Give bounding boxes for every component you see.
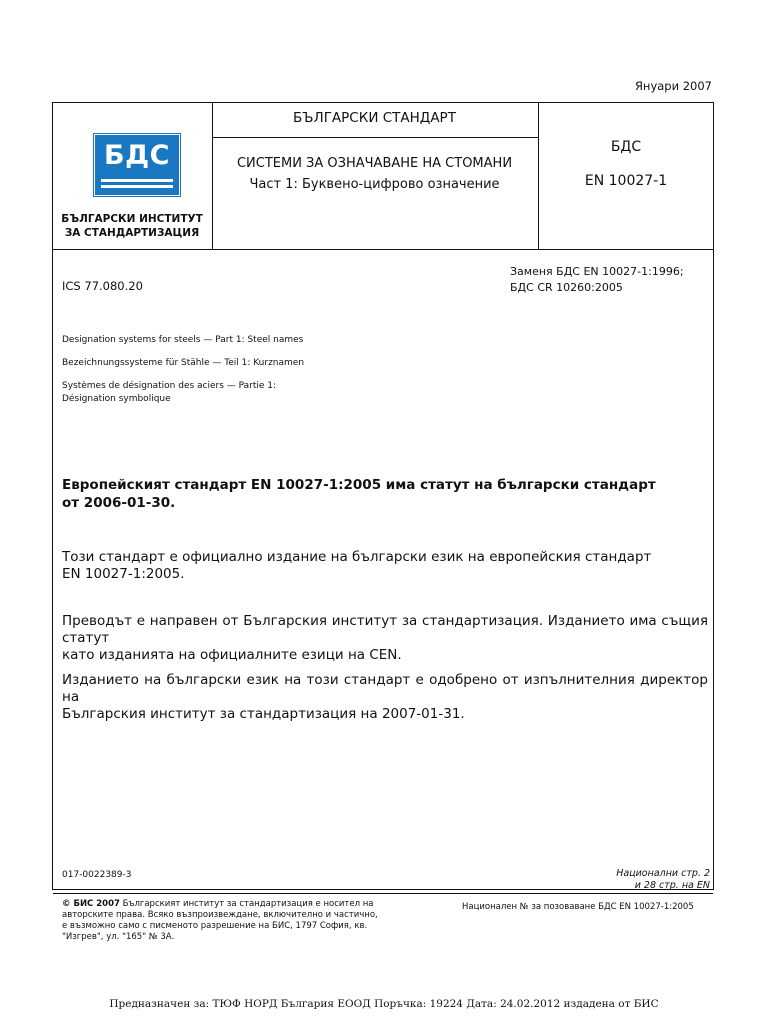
- standard-subtitle: Част 1: Буквено-цифрово означение: [249, 177, 500, 192]
- statut-line1: Европейският стандарт EN 10027-1:2005 има статут на български стандарт: [62, 477, 656, 493]
- bds-logo: [94, 134, 180, 196]
- divider-header-bottom: [53, 249, 713, 250]
- logo-stripe: [101, 185, 173, 188]
- standard-heading: БЪЛГАРСКИ СТАНДАРТ: [293, 110, 456, 126]
- standard-code: EN 10027-1: [584, 173, 668, 189]
- title-french: [62, 380, 276, 406]
- replaces-line2: БДС CR 10260:2005: [510, 281, 623, 294]
- paragraph-approval: [62, 672, 708, 723]
- paragraph-line: Преводът е направен от Българския институт за стандартизация. Изданието има същия статут: [62, 613, 708, 646]
- institute-line2: ЗА СТАНДАРТИЗАЦИЯ: [64, 227, 200, 239]
- replaces-note: [510, 264, 684, 296]
- divider-heading: [212, 137, 538, 138]
- logo-stripe: [101, 179, 173, 182]
- institute-name: [56, 212, 208, 240]
- title-french-line2: Désignation symbolique: [62, 394, 171, 404]
- copyright-line: е възможно само с писменото разрешение на БИС, 1797 София, кв.: [62, 921, 368, 931]
- page-count-en: и 28 стр. на EN: [634, 880, 710, 891]
- copyright-notice: [62, 899, 398, 943]
- paragraph-official-edition: [62, 549, 708, 583]
- paragraph-line: Този стандарт е официално издание на български език на европейския стандарт: [62, 549, 652, 565]
- paragraph-line: Българския институт за стандартизация на 2007-01-31.: [62, 706, 465, 722]
- copyright-line: Българският институт за стандартизация е носител на: [119, 899, 374, 909]
- license-footer: Предназначен за: ТЮФ НОРД България ЕООД Поръчка: 19224 Дата: 24.02.2012 издадена от БИС: [109, 998, 659, 1010]
- issue-date: Януари 2007: [634, 79, 712, 93]
- paragraph-translation: [62, 613, 708, 664]
- copyright-mark: © БИС 2007: [62, 899, 120, 909]
- document-number: 017-0022389-3: [62, 870, 132, 880]
- copyright-line: авторските права. Всяко възпроизвеждане, включително и частично,: [62, 910, 378, 920]
- title-english: Designation systems for steels — Part 1: Steel names: [62, 335, 304, 345]
- paragraph-line: като изданията на официалните езици на CEN.: [62, 647, 402, 663]
- statut-line2: от 2006-01-30.: [62, 495, 176, 511]
- paragraph-line: Изданието на български език на този стандарт е одобрено от изпълнителния директор на: [62, 672, 708, 705]
- logo-text: БДС: [104, 140, 170, 171]
- paragraph-line: EN 10027-1:2005.: [62, 566, 185, 582]
- copyright-line: "Изгрев", ул. "165" № 3А.: [62, 932, 175, 942]
- title-french-line1: Systèmes de désignation des aciers — Partie 1:: [62, 381, 277, 391]
- institute-line1: БЪЛГАРСКИ ИНСТИТУТ: [61, 213, 203, 225]
- title-german: Bezeichnungssysteme für Stähle — Teil 1: Kurznamen: [62, 358, 305, 368]
- page-count: [560, 868, 710, 892]
- statut-statement: [62, 476, 702, 512]
- standard-title: СИСТЕМИ ЗА ОЗНАЧАВАНЕ НА СТОМАНИ: [236, 156, 513, 171]
- divider-frame-bottom: [53, 893, 713, 894]
- replaces-line1: Заменя БДС EN 10027-1:1996;: [510, 265, 684, 278]
- national-reference-number: Национален № за позоваване БДС EN 10027-1:2005: [462, 902, 694, 912]
- standard-code-prefix: БДС: [610, 139, 642, 155]
- page-count-national: Национални стр. 2: [616, 868, 710, 879]
- ics-code: ICS 77.080.20: [62, 279, 143, 293]
